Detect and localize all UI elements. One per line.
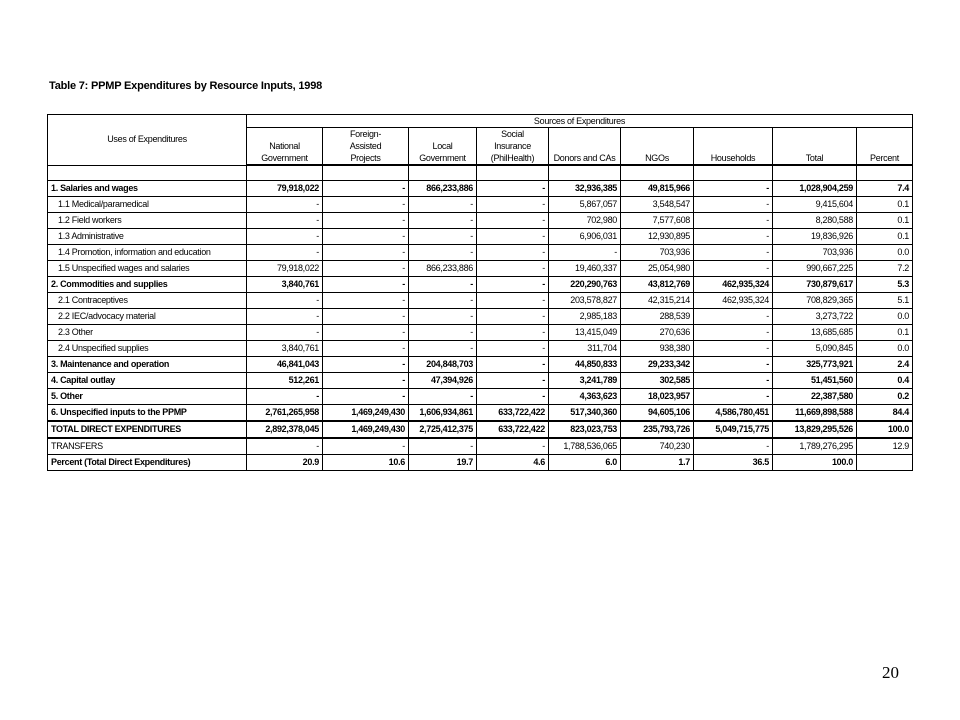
table-row: [48, 181, 913, 197]
value-cell: -: [247, 309, 323, 325]
value-cell: -: [694, 261, 773, 277]
value-cell: 0.1: [857, 229, 913, 245]
value-cell: -: [694, 245, 773, 261]
value-cell: 0.2: [857, 389, 913, 405]
value-cell: 22,387,580: [773, 389, 857, 405]
value-cell: 100.0: [857, 421, 913, 438]
value-cell: -: [477, 229, 549, 245]
value-cell: 2,725,412,375: [409, 421, 477, 438]
value-cell: -: [477, 261, 549, 277]
value-cell: -: [323, 357, 409, 373]
value-cell: -: [323, 229, 409, 245]
spacer-cell: [409, 165, 477, 181]
spacer-cell: [773, 165, 857, 181]
value-cell: 938,380: [621, 341, 694, 357]
value-cell: -: [323, 341, 409, 357]
row-label: 2.4 Unspecified supplies: [48, 341, 247, 357]
value-cell: -: [694, 341, 773, 357]
value-cell: 13,829,295,526: [773, 421, 857, 438]
value-cell: -: [323, 277, 409, 293]
value-cell: -: [477, 277, 549, 293]
value-cell: -: [323, 197, 409, 213]
value-cell: -: [409, 197, 477, 213]
column-header: [694, 140, 773, 152]
value-cell: -: [694, 181, 773, 197]
column-header: [409, 128, 477, 141]
value-cell: -: [409, 325, 477, 341]
value-cell: -: [477, 293, 549, 309]
table-row: [48, 357, 913, 373]
value-cell: -: [409, 245, 477, 261]
value-cell: 44,850,833: [549, 357, 621, 373]
value-cell: 1,788,536,065: [549, 438, 621, 455]
column-header: Percent: [857, 152, 913, 165]
row-label: 5. Other: [48, 389, 247, 405]
value-cell: -: [477, 309, 549, 325]
column-header: Social: [477, 128, 549, 141]
value-cell: 270,636: [621, 325, 694, 341]
value-cell: 6.0: [549, 455, 621, 471]
value-cell: -: [323, 389, 409, 405]
value-cell: -: [323, 438, 409, 455]
spacer-cell: [694, 165, 773, 181]
value-cell: 708,829,365: [773, 293, 857, 309]
value-cell: 702,980: [549, 213, 621, 229]
spacer-cell: [48, 165, 247, 181]
value-cell: 633,722,422: [477, 421, 549, 438]
value-cell: -: [247, 229, 323, 245]
value-cell: 2,892,378,045: [247, 421, 323, 438]
row-label: 3. Maintenance and operation: [48, 357, 247, 373]
value-cell: -: [323, 293, 409, 309]
value-cell: 20.9: [247, 455, 323, 471]
sources-header: Sources of Expenditures: [247, 115, 913, 128]
value-cell: 42,315,214: [621, 293, 694, 309]
value-cell: -: [477, 341, 549, 357]
value-cell: 5,090,845: [773, 341, 857, 357]
value-cell: 1,469,249,430: [323, 405, 409, 422]
value-cell: -: [694, 229, 773, 245]
table-row: [48, 261, 913, 277]
value-cell: -: [694, 197, 773, 213]
value-cell: -: [323, 261, 409, 277]
value-cell: -: [323, 373, 409, 389]
value-cell: 0.0: [857, 341, 913, 357]
value-cell: 94,605,106: [621, 405, 694, 422]
value-cell: 11,669,898,588: [773, 405, 857, 422]
value-cell: -: [549, 245, 621, 261]
value-cell: 5,867,057: [549, 197, 621, 213]
value-cell: 47,394,926: [409, 373, 477, 389]
table-row: [48, 245, 913, 261]
column-header: Insurance: [477, 140, 549, 152]
row-label: 2.2 IEC/advocacy material: [48, 309, 247, 325]
spacer-cell: [247, 165, 323, 181]
value-cell: 13,685,685: [773, 325, 857, 341]
value-cell: 311,704: [549, 341, 621, 357]
value-cell: [857, 455, 913, 471]
value-cell: 19.7: [409, 455, 477, 471]
column-header: [694, 128, 773, 141]
value-cell: -: [323, 325, 409, 341]
value-cell: 2,985,183: [549, 309, 621, 325]
value-cell: 84.4: [857, 405, 913, 422]
row-label: 1.1 Medical/paramedical: [48, 197, 247, 213]
value-cell: 740,230: [621, 438, 694, 455]
table-title: Table 7: PPMP Expenditures by Resource Inputs, 1998: [49, 80, 323, 92]
value-cell: 3,273,722: [773, 309, 857, 325]
value-cell: -: [247, 197, 323, 213]
table-row: [48, 405, 913, 422]
column-header: (PhilHealth): [477, 152, 549, 165]
value-cell: -: [409, 277, 477, 293]
row-label: 2.1 Contraceptives: [48, 293, 247, 309]
value-cell: -: [477, 325, 549, 341]
value-cell: 5.3: [857, 277, 913, 293]
value-cell: -: [409, 293, 477, 309]
table-row: [48, 293, 913, 309]
column-header: [773, 128, 857, 141]
value-cell: 6,906,031: [549, 229, 621, 245]
value-cell: 1,606,934,861: [409, 405, 477, 422]
value-cell: 866,233,886: [409, 181, 477, 197]
value-cell: 866,233,886: [409, 261, 477, 277]
value-cell: 703,936: [621, 245, 694, 261]
value-cell: -: [477, 438, 549, 455]
value-cell: 5.1: [857, 293, 913, 309]
value-cell: 18,023,957: [621, 389, 694, 405]
spacer-cell: [857, 165, 913, 181]
table-row: [48, 213, 913, 229]
value-cell: -: [323, 245, 409, 261]
value-cell: 302,585: [621, 373, 694, 389]
table-row: [48, 277, 913, 293]
value-cell: 29,233,342: [621, 357, 694, 373]
table-row: [48, 229, 913, 245]
value-cell: -: [323, 309, 409, 325]
row-label: 1.3 Administrative: [48, 229, 247, 245]
value-cell: -: [323, 181, 409, 197]
value-cell: 49,815,966: [621, 181, 694, 197]
table-row: [48, 197, 913, 213]
value-cell: -: [409, 438, 477, 455]
value-cell: 512,261: [247, 373, 323, 389]
row-label: 1. Salaries and wages: [48, 181, 247, 197]
value-cell: 0.0: [857, 245, 913, 261]
table-row: [48, 421, 913, 438]
row-label: 1.4 Promotion, information and education: [48, 245, 247, 261]
value-cell: -: [247, 325, 323, 341]
value-cell: -: [477, 389, 549, 405]
value-cell: 19,836,926: [773, 229, 857, 245]
value-cell: 46,841,043: [247, 357, 323, 373]
value-cell: -: [694, 357, 773, 373]
value-cell: 1,028,904,259: [773, 181, 857, 197]
value-cell: 43,812,769: [621, 277, 694, 293]
row-label: 6. Unspecified inputs to the PPMP: [48, 405, 247, 422]
column-header: Assisted: [323, 140, 409, 152]
column-header: Government: [247, 152, 323, 165]
value-cell: 9,415,604: [773, 197, 857, 213]
row-label: 1.5 Unspecified wages and salaries: [48, 261, 247, 277]
value-cell: 2,761,265,958: [247, 405, 323, 422]
column-header: [773, 140, 857, 152]
value-cell: 462,935,324: [694, 293, 773, 309]
value-cell: -: [247, 389, 323, 405]
value-cell: 220,290,763: [549, 277, 621, 293]
value-cell: 325,773,921: [773, 357, 857, 373]
table-row: [48, 389, 913, 405]
row-label: TRANSFERS: [48, 438, 247, 455]
column-header: Local: [409, 140, 477, 152]
spacer-cell: [621, 165, 694, 181]
column-header: National: [247, 140, 323, 152]
row-label: 4. Capital outlay: [48, 373, 247, 389]
row-label: TOTAL DIRECT EXPENDITURES: [48, 421, 247, 438]
value-cell: 4,363,623: [549, 389, 621, 405]
value-cell: -: [247, 438, 323, 455]
table-row: [48, 325, 913, 341]
value-cell: -: [323, 213, 409, 229]
value-cell: -: [477, 197, 549, 213]
value-cell: 4,586,780,451: [694, 405, 773, 422]
value-cell: 7,577,608: [621, 213, 694, 229]
value-cell: -: [247, 245, 323, 261]
value-cell: -: [477, 357, 549, 373]
value-cell: 3,548,547: [621, 197, 694, 213]
value-cell: 32,936,385: [549, 181, 621, 197]
column-header: Government: [409, 152, 477, 165]
column-header: [549, 128, 621, 141]
value-cell: 517,340,360: [549, 405, 621, 422]
value-cell: -: [694, 213, 773, 229]
value-cell: 0.1: [857, 197, 913, 213]
value-cell: 36.5: [694, 455, 773, 471]
value-cell: 633,722,422: [477, 405, 549, 422]
value-cell: -: [477, 373, 549, 389]
column-header: [857, 140, 913, 152]
row-label: 1.2 Field workers: [48, 213, 247, 229]
value-cell: 8,280,588: [773, 213, 857, 229]
value-cell: 79,918,022: [247, 181, 323, 197]
column-header: [247, 128, 323, 141]
value-cell: -: [694, 373, 773, 389]
value-cell: 12.9: [857, 438, 913, 455]
value-cell: 0.1: [857, 213, 913, 229]
value-cell: -: [694, 438, 773, 455]
expenditure-table: [47, 114, 913, 471]
value-cell: 51,451,560: [773, 373, 857, 389]
spacer-cell: [549, 165, 621, 181]
spacer-cell: [477, 165, 549, 181]
value-cell: -: [409, 213, 477, 229]
value-cell: 25,054,980: [621, 261, 694, 277]
value-cell: -: [477, 245, 549, 261]
table-row: [48, 373, 913, 389]
column-header: Donors and CAs: [549, 152, 621, 165]
table-row: [48, 438, 913, 455]
value-cell: 12,930,895: [621, 229, 694, 245]
value-cell: -: [694, 389, 773, 405]
value-cell: 288,539: [621, 309, 694, 325]
value-cell: 79,918,022: [247, 261, 323, 277]
value-cell: 1,789,276,295: [773, 438, 857, 455]
column-header: Projects: [323, 152, 409, 165]
value-cell: 990,667,225: [773, 261, 857, 277]
value-cell: 823,023,753: [549, 421, 621, 438]
value-cell: 0.4: [857, 373, 913, 389]
table-row: [48, 455, 913, 471]
column-header: [857, 128, 913, 141]
column-header: Households: [694, 152, 773, 165]
value-cell: 235,793,726: [621, 421, 694, 438]
value-cell: -: [409, 389, 477, 405]
value-cell: 1.7: [621, 455, 694, 471]
value-cell: -: [694, 309, 773, 325]
column-header: Total: [773, 152, 857, 165]
value-cell: 10.6: [323, 455, 409, 471]
value-cell: 4.6: [477, 455, 549, 471]
value-cell: -: [477, 213, 549, 229]
value-cell: 3,840,761: [247, 277, 323, 293]
value-cell: 100.0: [773, 455, 857, 471]
value-cell: 7.4: [857, 181, 913, 197]
page-number: 20: [882, 663, 899, 682]
uses-header: Uses of Expenditures: [48, 115, 247, 166]
value-cell: 2.4: [857, 357, 913, 373]
value-cell: 0.0: [857, 309, 913, 325]
value-cell: -: [409, 341, 477, 357]
value-cell: 19,460,337: [549, 261, 621, 277]
value-cell: 204,848,703: [409, 357, 477, 373]
spacer-cell: [323, 165, 409, 181]
value-cell: -: [409, 229, 477, 245]
value-cell: 3,840,761: [247, 341, 323, 357]
column-header: [621, 140, 694, 152]
column-header: Foreign-: [323, 128, 409, 141]
value-cell: -: [247, 293, 323, 309]
table-row: [48, 341, 913, 357]
value-cell: -: [247, 213, 323, 229]
value-cell: 730,879,617: [773, 277, 857, 293]
value-cell: -: [477, 181, 549, 197]
table-row: [48, 309, 913, 325]
value-cell: 13,415,049: [549, 325, 621, 341]
value-cell: 703,936: [773, 245, 857, 261]
value-cell: 3,241,789: [549, 373, 621, 389]
row-label: 2.3 Other: [48, 325, 247, 341]
value-cell: -: [694, 325, 773, 341]
value-cell: 1,469,249,430: [323, 421, 409, 438]
value-cell: 7.2: [857, 261, 913, 277]
value-cell: 462,935,324: [694, 277, 773, 293]
column-header: NGOs: [621, 152, 694, 165]
value-cell: 5,049,715,775: [694, 421, 773, 438]
row-label: 2. Commodities and supplies: [48, 277, 247, 293]
value-cell: 0.1: [857, 325, 913, 341]
row-label: Percent (Total Direct Expenditures): [48, 455, 247, 471]
column-header: [621, 128, 694, 141]
value-cell: -: [409, 309, 477, 325]
value-cell: 203,578,827: [549, 293, 621, 309]
column-header: [549, 140, 621, 152]
